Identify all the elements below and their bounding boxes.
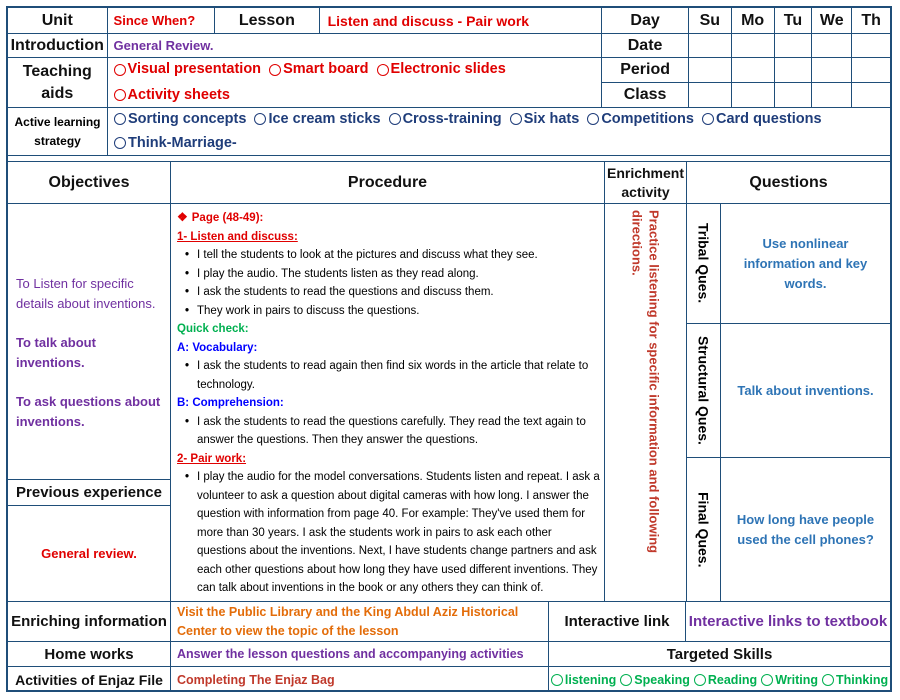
- list-item: • They work in pairs to discuss the questions.: [177, 302, 600, 321]
- enriching-row: [8, 602, 890, 642]
- radio-circle-icon: [551, 674, 563, 686]
- radio-circle-icon: [114, 113, 126, 125]
- skill-option[interactable]: Reading: [694, 673, 757, 687]
- vocabulary-title: A: Vocabulary:: [177, 341, 258, 354]
- enriching-value: Visit the Public Library and the King Abdul Aziz Historical Center to view the topic of the lesson: [171, 602, 549, 641]
- radio-circle-icon: [822, 674, 834, 686]
- homeworks-row: [8, 642, 890, 667]
- radio-circle-icon: [114, 89, 126, 101]
- period-label: Period: [602, 58, 688, 83]
- radio-circle-icon: [269, 64, 281, 76]
- day-su: Su: [689, 8, 732, 33]
- question-type: Final Ques.: [695, 492, 712, 568]
- list-item: • I play the audio for the model conversations. Students listen and repeat. I ask a volunteer to ask a question about digital cameras with how long. I answer the question with information from page 40. For example: They've used them for more than 30 years. I ask the students work in pairs to ask each other questions about the inventions. Next, I have students change partners and ask each other questions about how long they have used different inventions. They can talk about inventions in the book or any others they can think of.: [177, 468, 600, 598]
- unit-value: Since When?: [108, 8, 216, 33]
- intro-value: General Review.: [108, 34, 603, 57]
- questions-header: Questions: [687, 162, 890, 204]
- period-cell-2: [732, 58, 775, 107]
- strategy-option[interactable]: Competitions: [587, 108, 694, 130]
- radio-circle-icon: [694, 674, 706, 686]
- question-type-cell: [687, 204, 721, 323]
- enjaz-label: Activities of Enjaz File: [8, 667, 171, 692]
- procedure-page: ❖ Page (48-49):: [177, 210, 264, 224]
- day-mo: Mo: [732, 8, 775, 33]
- aid-option[interactable]: Electronic slides: [377, 58, 506, 81]
- teaching-aids-row: [8, 58, 890, 108]
- teaching-aids-label-2: aids: [41, 84, 74, 102]
- strategy-option[interactable]: Sorting concepts: [114, 108, 246, 130]
- procedure-header: Procedure: [171, 162, 604, 204]
- date-cell-5: [852, 34, 890, 57]
- radio-circle-icon: [254, 113, 266, 125]
- aid-option[interactable]: Visual presentation: [114, 58, 262, 81]
- section-2-title: 2- Pair work:: [177, 452, 247, 465]
- objectives-header: Objectives: [8, 162, 170, 204]
- objective-3: To ask questions about inventions.: [16, 394, 161, 429]
- question-row: [687, 204, 890, 324]
- diamond-bullet-icon: ❖: [177, 210, 188, 224]
- radio-circle-icon: [702, 113, 714, 125]
- objectives-list: [8, 204, 170, 480]
- list-item: • I ask the students to read the questions carefully. They read the text again to answer the questions. Then they answer the questions.: [177, 413, 600, 450]
- list-item: • I tell the students to look at the pictures and discuss what they see.: [177, 246, 600, 265]
- aid-option[interactable]: Smart board: [269, 58, 368, 81]
- homeworks-label: Home works: [8, 642, 171, 666]
- question-type: Tribal Ques.: [695, 223, 712, 304]
- quick-check-title: Quick check:: [177, 323, 249, 335]
- lesson-value: Listen and discuss - Pair work: [320, 8, 603, 33]
- question-type: Structural Ques.: [695, 336, 712, 445]
- active-learning-row: [8, 108, 890, 156]
- interactive-label: Interactive link: [549, 602, 686, 641]
- skills-options: [549, 667, 890, 692]
- skill-option[interactable]: listening: [551, 673, 616, 687]
- period-cell-4: [812, 58, 852, 107]
- enrichment-header-1: Enrichment: [606, 164, 684, 181]
- enjaz-row: [8, 667, 890, 692]
- aid-option[interactable]: Activity sheets: [114, 84, 230, 107]
- strategy-option[interactable]: Ice cream sticks: [254, 108, 380, 130]
- question-text: Use nonlinear information and key words.: [743, 235, 868, 291]
- strategy-option[interactable]: Think-Marriage-: [114, 132, 237, 154]
- active-learning-options: [108, 108, 890, 155]
- question-text: How long have people used the cell phones?: [736, 512, 875, 547]
- lesson-plan: [6, 6, 892, 692]
- period-cell-1: [689, 58, 732, 107]
- previous-experience-label: Previous experience: [8, 480, 170, 506]
- questions-column: [687, 162, 890, 601]
- enjaz-value: Completing The Enjaz Bag: [171, 667, 549, 692]
- period-class-labels: [602, 58, 689, 107]
- homeworks-value: Answer the lesson questions and accompanying activities: [171, 642, 549, 666]
- strategy-option[interactable]: Card questions: [702, 108, 822, 130]
- enrichment-header: [605, 162, 686, 204]
- procedure-body: [171, 204, 604, 598]
- section-1-title: 1- Listen and discuss:: [177, 230, 298, 243]
- active-learning-label-2: strategy: [34, 133, 81, 148]
- strategy-option[interactable]: Cross-training: [389, 108, 502, 130]
- date-cell-1: [689, 34, 732, 57]
- active-learning-label: [8, 108, 108, 155]
- radio-circle-icon: [389, 113, 401, 125]
- strategy-option[interactable]: Six hats: [510, 108, 580, 130]
- main-section: [8, 162, 890, 602]
- list-item: • I ask the students to read again then find six words in the article that relate to technology.: [177, 357, 600, 394]
- question-text: Talk about inventions.: [737, 382, 874, 398]
- unit-label: Unit: [8, 8, 108, 33]
- radio-circle-icon: [114, 64, 126, 76]
- procedure-column: [171, 162, 605, 601]
- skill-option[interactable]: Speaking: [620, 673, 690, 687]
- active-learning-label-1: Active learning: [14, 114, 101, 129]
- day-we: We: [812, 8, 852, 33]
- lesson-label: Lesson: [215, 8, 320, 33]
- list-item: • I play the audio. The students listen as they read along.: [177, 265, 600, 284]
- teaching-aids-label-1: Teaching: [22, 62, 92, 80]
- header-row: [8, 8, 890, 34]
- intro-row: [8, 34, 890, 58]
- date-cell-2: [732, 34, 775, 57]
- radio-circle-icon: [510, 113, 522, 125]
- enrichment-header-2: activity: [621, 183, 670, 200]
- day-label: Day: [602, 8, 689, 33]
- radio-circle-icon: [761, 674, 773, 686]
- date-label: Date: [602, 34, 689, 57]
- teaching-aids-options: [108, 58, 603, 107]
- list-item: • I ask the students to read the questions and discuss them.: [177, 283, 600, 302]
- skill-option[interactable]: Thinking: [822, 673, 888, 687]
- day-th: Th: [861, 11, 881, 29]
- date-cell-3: [775, 34, 813, 57]
- objective-2: To talk about inventions.: [16, 335, 96, 370]
- period-cell-3: [775, 58, 813, 107]
- targeted-skills-label: Targeted Skills: [666, 645, 773, 663]
- section-1-list: [177, 246, 600, 320]
- radio-circle-icon: [587, 113, 599, 125]
- question-type-cell: [687, 324, 721, 457]
- class-label: Class: [623, 86, 667, 103]
- question-row: [687, 324, 890, 458]
- interactive-link[interactable]: Interactive links to textbook: [688, 613, 888, 630]
- radio-circle-icon: [620, 674, 632, 686]
- skill-option[interactable]: Writing: [761, 673, 818, 687]
- question-row: [687, 458, 890, 602]
- enriching-label: Enriching information: [8, 602, 171, 641]
- date-cell-4: [812, 34, 852, 57]
- previous-experience-value: General review.: [41, 545, 137, 561]
- day-tu: Tu: [775, 8, 813, 33]
- enrichment-body: [605, 204, 686, 602]
- enrichment-text: Practice listening for specific information and following directions.: [629, 210, 662, 554]
- period-cell-5: [852, 58, 890, 107]
- radio-circle-icon: [377, 64, 389, 76]
- objective-1: To Listen for specific details about inventions.: [16, 276, 156, 311]
- radio-circle-icon: [114, 137, 126, 149]
- objectives-column: [8, 162, 171, 601]
- comprehension-title: B: Comprehension:: [177, 397, 284, 409]
- teaching-aids-label: [8, 58, 108, 107]
- question-type-cell: [687, 458, 721, 602]
- intro-label: Introduction: [8, 34, 108, 57]
- enrichment-column: [605, 162, 687, 601]
